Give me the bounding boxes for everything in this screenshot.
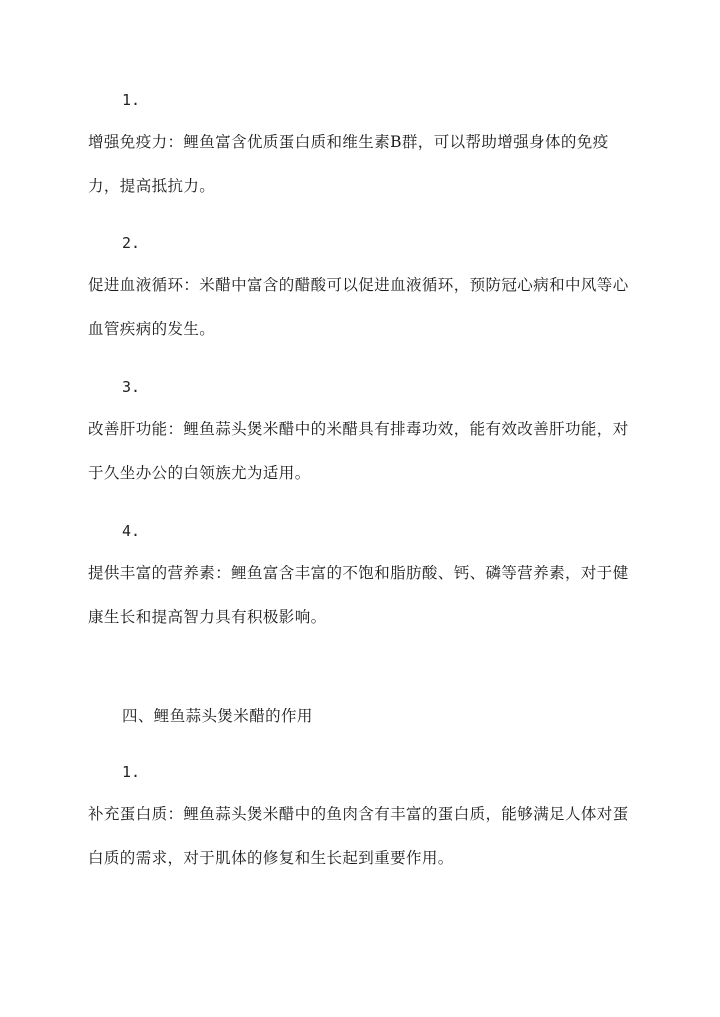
list-number: 2. — [122, 234, 141, 252]
list-item-text: 促进血液循环：米醋中富含的醋酸可以促进血液循环，预防冠心病和中风等心血管疾病的发生。 — [88, 276, 629, 338]
section-heading: 四、鲤鱼蒜头煲米醋的作用 — [122, 707, 313, 725]
list-item-text: 增强免疫力：鲤鱼富含优质蛋白质和维生素B群，可以帮助增强身体的免疫力，提高抵抗力。 — [88, 133, 609, 195]
list-number: 4. — [122, 522, 141, 540]
list-number: 3. — [122, 378, 141, 396]
list-item-text: 改善肝功能：鲤鱼蒜头煲米醋中的米醋具有排毒功效，能有效改善肝功能，对于久坐办公的白领族尤为适用。 — [88, 420, 629, 482]
list-item-text: 提供丰富的营养素：鲤鱼富含丰富的不饱和脂肪酸、钙、磷等营养素，对于健康生长和提高智力具有积极影响。 — [88, 564, 629, 626]
list-number: 1. — [122, 91, 141, 109]
list-number: 1. — [122, 763, 141, 781]
list-item-text: 补充蛋白质：鲤鱼蒜头煲米醋中的鱼肉含有丰富的蛋白质，能够满足人体对蛋白质的需求，对于肌体的修复和生长起到重要作用。 — [88, 805, 629, 867]
